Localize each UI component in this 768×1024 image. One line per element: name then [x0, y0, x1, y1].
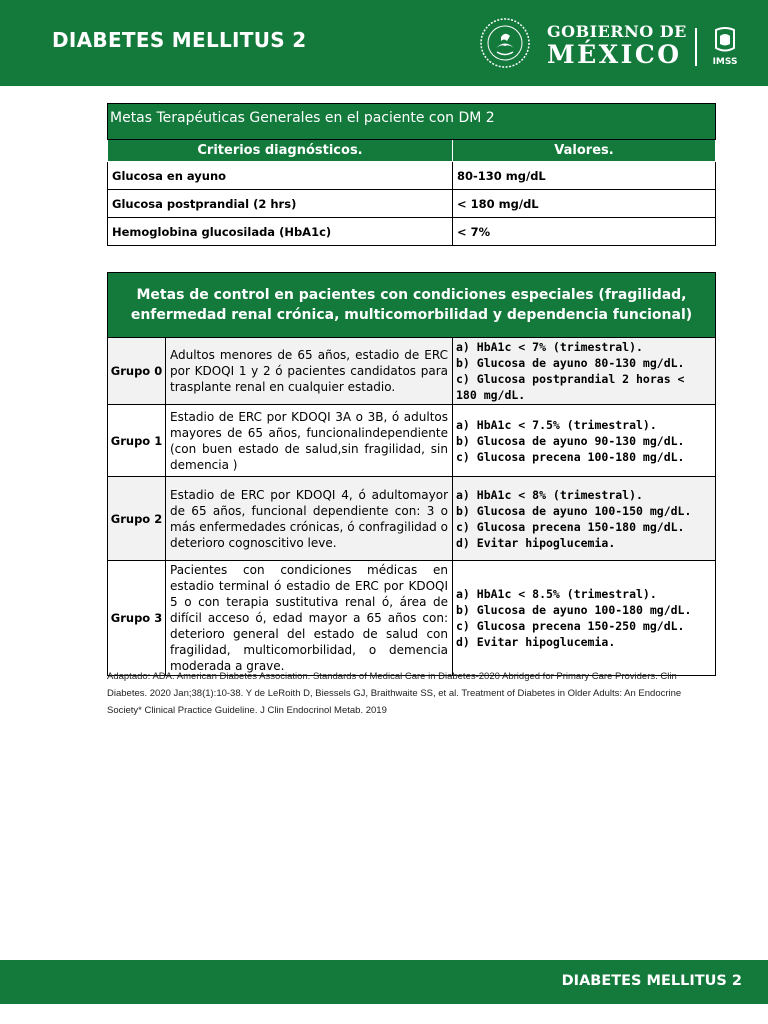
goal-item: b) Glucosa de ayuno 80-130 mg/dL.: [456, 356, 685, 370]
criterion-cell: Hemoglobina glucosilada (HbA1c): [108, 218, 453, 246]
criterion-cell: Glucosa postprandial (2 hrs): [108, 190, 453, 218]
value-cell: < 180 mg/dL: [453, 190, 716, 218]
group-description: Pacientes con condiciones médicas en estadio terminal ó estadio de ERC por KDOQI 5 o con terapia sustitutiva renal ó, área de difícil acceso ó, edad mayor a 65 años con: deterioro general del estado de salud con fragilidad, multicomorbilidad, o demencia moderada a grave.: [166, 561, 453, 676]
source-citation: [107, 668, 707, 719]
value-cell: < 7%: [453, 218, 716, 246]
imss-logo-icon: [710, 26, 740, 70]
source-label: Adaptado:: [107, 671, 151, 682]
source-text: ADA. American Diabetes Association. Standards of Medical Care in Diabetes-2020 Abridged for Primary Care Providers. Clin Diabetes. 2020 Jan;38(1):10-38. Y de LeRoith D, Biessels GJ, Braithwaite SS, et al. Treatment of Diabetes in Older Adults: An Endocrine Society* Clinical Practice Guideline. J Clin Endocrinol Metab. 2019: [107, 671, 682, 716]
mexico-seal-icon: [479, 17, 531, 69]
goal-item: b) Glucosa de ayuno 100-150 mg/dL.: [456, 503, 692, 518]
footer-band: [0, 960, 768, 1004]
table-row: [108, 218, 716, 246]
group-description: Estadio de ERC por KDOQI 3A o 3B, ó adultos mayores de 65 años, funcionalindependiente (con buen estado de salud,sin fragilidad, sin demencia ): [166, 405, 453, 477]
group-goals: [453, 338, 716, 405]
column-header-values: Valores.: [453, 140, 716, 162]
goal-item: b) Glucosa de ayuno 100-180 mg/dL.: [456, 603, 692, 617]
goal-item: d) Evitar hipoglucemia.: [456, 635, 616, 649]
mexico-label: MÉXICO: [547, 40, 682, 69]
goal-item: a) HbA1c < 8% (trimestral).: [456, 487, 643, 502]
table-row: [108, 561, 716, 676]
table-row: [108, 405, 716, 477]
table-row: [108, 162, 716, 190]
group-label: Grupo 2: [108, 477, 166, 561]
goal-item: b) Glucosa de ayuno 90-130 mg/dL.: [456, 433, 685, 448]
group-description: Estadio de ERC por KDOQI 4, ó adultomayor de 65 años, funcional dependiente con: 3 o más enfermedades crónicas, ó confragilidad o deterioro cognoscitivo leve.: [166, 477, 453, 561]
general-goals-table: [107, 103, 716, 246]
header-band: [0, 0, 768, 86]
goal-item: c) Glucosa precena 150-180 mg/dL.: [456, 519, 685, 534]
table-row: [108, 190, 716, 218]
goal-item: a) HbA1c < 7% (trimestral).: [456, 340, 643, 354]
goal-item: d) Evitar hipoglucemia.: [456, 535, 616, 550]
logo-divider: [695, 28, 697, 66]
table-row: [108, 477, 716, 561]
imss-logo-text: IMSS: [712, 57, 738, 67]
goal-item: a) HbA1c < 7.5% (trimestral).: [456, 417, 657, 432]
group-label: Grupo 0: [108, 338, 166, 405]
value-cell: 80-130 mg/dL: [453, 162, 716, 190]
header-title: DIABETES MELLITUS 2: [52, 28, 307, 52]
group-label: Grupo 3: [108, 561, 166, 676]
group-label: Grupo 1: [108, 405, 166, 477]
column-header-criteria: Criterios diagnósticos.: [108, 140, 453, 162]
footer-title: DIABETES MELLITUS 2: [561, 973, 742, 989]
goal-item: a) HbA1c < 8.5% (trimestral).: [456, 587, 657, 601]
goal-item: c) Glucosa precena 150-250 mg/dL.: [456, 619, 685, 633]
special-conditions-table: [107, 272, 716, 676]
group-goals: [453, 561, 716, 676]
group-description: Adultos menores de 65 años, estadio de ERC por KDOQI 1 y 2 ó pacientes candidatos para trasplante renal en cualquier estadio.: [166, 338, 453, 405]
gobierno-label: GOBIERNO DE: [547, 22, 687, 41]
table-row: [108, 338, 716, 405]
criterion-cell: Glucosa en ayuno: [108, 162, 453, 190]
special-conditions-title: Metas de control en pacientes con condiciones especiales (fragilidad, enfermedad renal crónica, multicomorbilidad y dependencia funcional): [108, 273, 716, 338]
general-goals-title: Metas Terapéuticas Generales en el paciente con DM 2: [108, 104, 716, 140]
group-goals: [453, 405, 716, 477]
group-goals: [453, 477, 716, 561]
goal-item: c) Glucosa precena 100-180 mg/dL.: [456, 449, 685, 464]
goal-item: c) Glucosa postprandial 2 horas < 180 mg/dL.: [456, 372, 692, 402]
